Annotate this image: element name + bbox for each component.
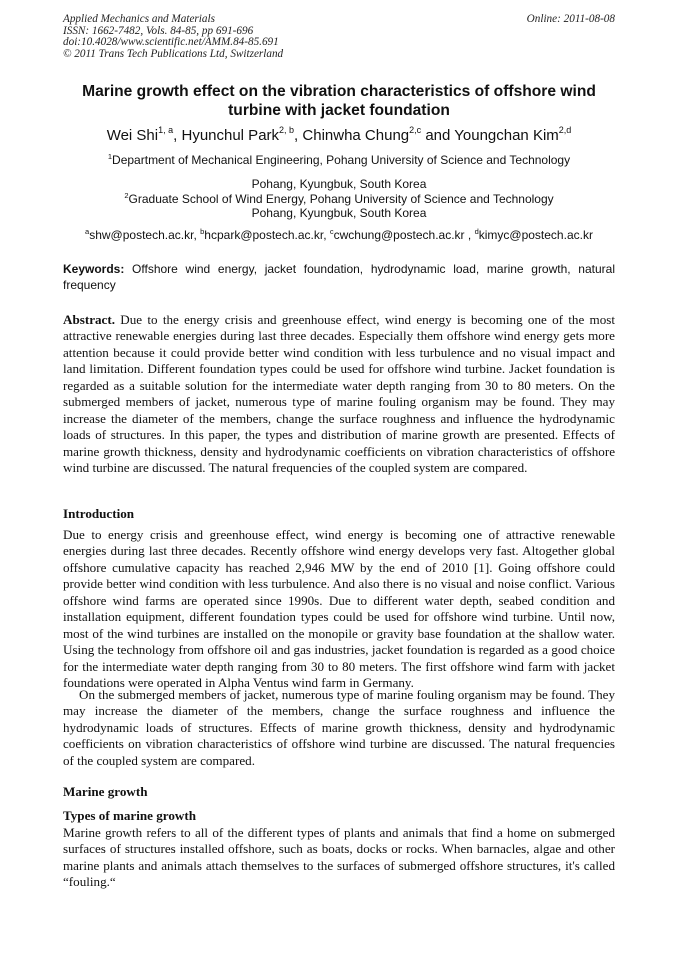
- marine-growth-heading: Marine growth: [63, 784, 148, 799]
- paper-title: [63, 82, 615, 120]
- keywords: [63, 262, 615, 293]
- affiliation-1-line-1: [63, 153, 615, 168]
- email-mark: d: [474, 227, 479, 236]
- issn-line: ISSN: 1662-7482, Vols. 84-85, pp 691-696: [63, 24, 254, 37]
- introduction-paragraph-1: Due to energy crisis and greenhouse effect, wind energy is becoming one of attractive renewable energies during last three decades. Recently offshore wind energy develops very fast. Altogether global offshore cumulative capacity has reached 2,946 MW by the end of 2010 [1]. Going offshore could provide better wind condition with less turbulence. And also there is no visual and noise conflict. Various offshore wind farms are operated since 1990s. Due to different water depth, seabed condition and installation equipment, different foundation types could be used for offshore wind turbine. Until now, most of the wind turbines are installed on the monopile or gravity base foundation at the shallow water. Using the technology from offshore oil and gas industries, jacket foundation is regarded as a good choice for the intermediate water depth ranging from 30 to 80 meters. The first offshore wind farm with jacket foundations were operated in Alpha Ventus wind farm in Germany.: [63, 527, 615, 691]
- email-address[interactable]: shw@postech.ac.kr: [89, 228, 194, 242]
- author-name: Chinwha Chung: [302, 127, 410, 144]
- author-affiliation-mark: 1, a: [158, 125, 174, 135]
- title-line-2: turbine with jacket foundation: [228, 102, 450, 119]
- page-header: [63, 14, 615, 60]
- author-affiliation-mark: 2,d: [558, 125, 572, 135]
- introduction-paragraph-2: On the submerged members of jacket, numerous type of marine fouling organism may be found. They may increase the diameter of the members, change the surface roughness and influence the hydrodynamic loads of structures. Effects of marine growth thickness, density and hydrodynamic coefficients on vibration characteristics of offshore wind turbine are discussed. The natural frequencies of the coupled system are compared.: [63, 687, 615, 768]
- online-date: Online: 2011-08-08: [526, 13, 615, 25]
- affiliation-mark: 1: [107, 152, 113, 161]
- email-address[interactable]: kimyc@postech.ac.kr: [478, 228, 593, 242]
- email-address[interactable]: cwchung@postech.ac.kr: [333, 228, 465, 242]
- author-name: Hyunchul Park: [181, 127, 280, 144]
- journal-name: Applied Mechanics and Materials: [63, 13, 215, 25]
- keywords-label: Keywords:: [63, 262, 125, 276]
- author-list: [63, 126, 615, 146]
- author-name: Youngchan Kim: [454, 127, 559, 144]
- affiliation-1-line-2: Pohang, Kyungbuk, South Korea: [251, 177, 427, 191]
- email-mark: b: [200, 227, 205, 236]
- abstract: [63, 312, 615, 477]
- email-separator: ,: [193, 228, 201, 242]
- introduction-heading: Introduction: [63, 506, 135, 521]
- email-separator: ,: [323, 228, 330, 242]
- email-list: [63, 228, 615, 243]
- email-mark: a: [85, 227, 90, 236]
- marine-growth-paragraph: Marine growth refers to all of the different types of plants and animals that find a home on submerged surfaces of structures installed offshore, such as boats, docks or rocks. When barnacles, algae and other marine plants and animals attach themselves to the surfaces of submerged offshore structures, it's called “fouling.“: [63, 825, 615, 890]
- author-name: Wei Shi: [106, 127, 159, 144]
- author-affiliation-mark: 2, b: [279, 125, 295, 135]
- author-affiliation-mark: 2,c: [409, 125, 422, 135]
- author-separator: and: [421, 127, 455, 144]
- email-separator: ,: [464, 228, 475, 242]
- affiliation-2-line-1: [63, 192, 615, 207]
- abstract-label: Abstract.: [63, 312, 115, 327]
- affiliation-text: Graduate School of Wind Energy, Pohang University of Science and Technology: [128, 192, 554, 206]
- abstract-text: Due to the energy crisis and greenhouse effect, wind energy is becoming one of the most attractive renewable energies during last three decades. Especially them offshore wind energy gets more attention because it could provide better wind condition with less turbulence and no visual impact and land limitation. Different foundation types could be used for offshore wind turbine. Jacket foundation is regarded as a suitable solution for the intermediate water depth ranging from 30 to 80 meters. On the submerged members of jacket, numerous type of marine fouling organism may be found. They may increase the diameter of the members, change the surface roughness and influence the hydrodynamic loads of structures. In this paper, the types and distribution of marine growth are presented. Effects of marine growth thickness, density and hydrodynamic coefficients on vibration characteristics of offshore wind turbine are discussed. The natural frequencies of the coupled system are compared.: [63, 312, 615, 476]
- author-separator: ,: [173, 127, 182, 144]
- author-separator: ,: [294, 127, 303, 144]
- doi-line: doi:10.4028/www.scientific.net/AMM.84-85.691: [63, 36, 279, 49]
- affiliation-2-line-2: Pohang, Kyungbuk, South Korea: [251, 206, 427, 220]
- email-address[interactable]: hcpark@postech.ac.kr: [204, 228, 324, 242]
- email-mark: c: [329, 227, 334, 236]
- affiliation-mark: 2: [124, 191, 129, 200]
- types-of-marine-growth-heading: Types of marine growth: [63, 808, 196, 823]
- title-line-1: Marine growth effect on the vibration characteristics of offshore wind: [82, 83, 596, 100]
- copyright-line: © 2011 Trans Tech Publications Ltd, Switzerland: [63, 47, 284, 60]
- keywords-text: Offshore wind energy, jacket foundation, hydrodynamic load, marine growth, natural frequency: [63, 262, 615, 292]
- affiliation-text: Department of Mechanical Engineering, Pohang University of Science and Technology: [112, 153, 571, 167]
